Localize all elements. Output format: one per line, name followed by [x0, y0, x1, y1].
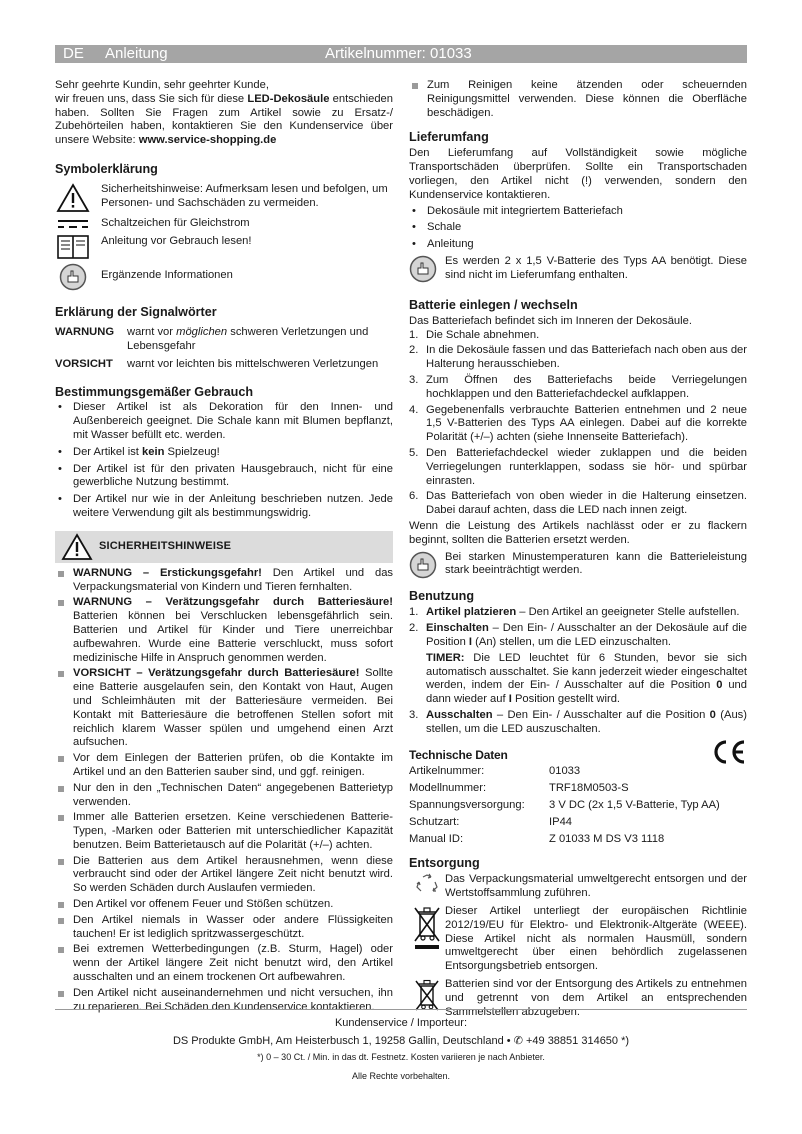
list-item: Nur den in den „Technischen Daten“ angegebenen Batterietyp verwenden.: [55, 782, 393, 810]
symbol-row-warning: [55, 183, 393, 213]
symbols-title: Symbolerklärung: [55, 161, 158, 176]
table-row: Spannungsversorgung: 3 V DC (2x 1,5 V-Batterie, Typ AA): [409, 799, 720, 812]
ce-mark-icon: [710, 738, 748, 766]
list-item: • Dieser Artikel ist als Dekoration für den Innen- und Außenbereich geeignet. Die Schale kann mit Blumen bepflanzt, mit Wasser befüllt etc. werden.: [55, 401, 393, 442]
list-item: 6. Das Batteriefach von oben wieder in die Halterung einsetzen. Dabei darauf achten, dass die LED nach innen zeigt.: [409, 490, 747, 517]
phone-icon: ✆: [513, 1035, 523, 1047]
usage-title: Benutzung: [409, 589, 475, 604]
table-row: Schutzart: IP44: [409, 816, 573, 829]
battery-after-text: Wenn die Leistung des Artikels nachlässt oder er zu flackern beginnt, sollten die Batterien ersetzt werden.: [409, 519, 747, 546]
symbol-desc-manual: Anleitung vor Gebrauch lesen!: [101, 234, 252, 247]
symbol-desc-dc: Schaltzeichen für Gleichstrom: [101, 216, 250, 229]
website-link[interactable]: www.service-shopping.de: [138, 134, 277, 147]
list-item: 1. Artikel platzieren – Den Artikel an geeigneter Stelle aufstellen.: [409, 606, 740, 619]
signal-desc-warnung: warnt vor möglichen schweren Verletzungen und Lebensgefahr: [127, 325, 369, 352]
safety-list: [55, 567, 393, 1015]
usage-steps: [409, 606, 747, 736]
signal-term-warnung: WARNUNG: [55, 325, 115, 338]
intro-greeting: Sehr geehrte Kundin, sehr geehrter Kunde,: [55, 79, 269, 91]
tech-table: [409, 763, 720, 848]
list-item: 3. Ausschalten – Den Ein- / Ausschalter auf die Position 0 (Aus) stellen, um die LED auszuschalten.: [409, 708, 747, 735]
list-item: Den Artikel niemals in Wasser oder andere Flüssigkeiten tauchen! Er ist lediglich spritzwassergeschützt.: [55, 914, 393, 942]
left-column: [55, 79, 393, 1016]
battery-intro: Das Batteriefach befindet sich im Inneren der Dekosäule.: [409, 314, 692, 327]
symbol-desc-warning: Sicherheitshinweise: Aufmerksam lesen und befolgen, um Personen- und Sachschäden zu vermeiden.: [101, 182, 388, 209]
list-item: VORSICHT – Verätzungsgefahr durch Batteriesäure! Sollte eine Batterie ausgelaufen sein, den Kontakt von Haut, Augen und Schleimhäuten mit der Batteriesäure vermeiden. Bei Kontakt mit Batteriesäure die betroffenen Stellen sofort mit reichlich klarem Wasser spülen und umgehend einen Arzt aufsuchen.: [55, 667, 393, 750]
delivery-list: [409, 205, 747, 252]
list-item: Zum Reinigen keine ätzenden oder scheuernden Reinigungsmittel verwenden. Diese können die Oberfläche beschädigen.: [409, 79, 747, 120]
list-item: • Der Artikel nur wie in der Anleitung beschrieben nutzen. Jede weitere Verwendung gilt als bestimmungswidrig.: [55, 493, 393, 521]
list-item: Immer alle Batterien ersetzen. Keine verschiedenen Batterie-Typen, -Marken oder Batterien mit unterschiedlicher Kapazität benutzen. Beim Batterietausch auf die Polarität (+/–) achten.: [55, 811, 393, 852]
header-title: Anleitung: [105, 45, 168, 62]
table-row: Modellnummer: TRF18M0503-S: [409, 782, 629, 795]
symbol-row-dc: [55, 217, 393, 231]
symbol-row-info: [55, 263, 393, 291]
footer-address: DS Produkte GmbH, Am Heisterbusch 1, 19258 Gallin, Deutschland • ✆ +49 38851 314650 *): [172, 1035, 630, 1047]
list-item: • Anleitung: [409, 238, 747, 252]
product-name: LED-Dekosäule: [247, 92, 330, 105]
right-column: [409, 79, 747, 1023]
header-lang: DE: [63, 45, 84, 62]
signal-desc-vorsicht: warnt vor leichten bis mittelschweren Verletzungen: [127, 357, 379, 370]
footer: [55, 1009, 747, 1086]
warning-triangle-icon: [61, 533, 93, 561]
list-item: WARNUNG – Verätzungsgefahr durch Batteriesäure! Batterien können bei Verschlucken lebensgefährlich sein. Batterien und Artikel für Kinder und Tiere unerreichbar aufbewahren. Wurde eine Batterie verschluckt, muss sofort medizinische Hilfe in Anspruch genommen werden.: [55, 596, 393, 665]
timer-note: TIMER: Die LED leuchtet für 6 Stunden, bevor sie sich automatisch ausschaltet. Sie kann jederzeit wieder eingeschaltet werden, indem der Ein- / Ausschalter auf die Position 0 und dann wieder auf I Position gestellt wird.: [426, 651, 747, 706]
safety-header-bar: [55, 531, 393, 563]
table-row: Manual ID: Z 01033 M DS V3 1118: [409, 833, 665, 846]
delivery-note-text: Es werden 2 x 1,5 V-Batterie des Typs AA benötigt. Diese sind nicht im Lieferumfang enthalten.: [445, 254, 747, 281]
disposal-text-weee: Dieser Artikel unterliegt der europäischen Richtlinie 2012/19/EU für Elektro- und Elektronik-Altgeräte (WEEE). Diese Artikel nicht als normalen Hausmüll, sondern umweltgerecht über einen behördlich zugelassenen Entsorgungsbetrieb entsorgen.: [445, 905, 747, 973]
info-hand-icon: [409, 551, 437, 579]
list-item: Vor dem Einlegen der Batterien prüfen, ob die Kontakte im Artikel und an den Batterien sauber sind, und ggf. reinigen.: [55, 752, 393, 780]
warning-triangle-icon: [56, 183, 90, 213]
footer-rights: Alle Rechte vorbehalten.: [351, 1071, 451, 1081]
delivery-text: Den Lieferumfang auf Vollständigkeit sowie mögliche Transportschäden überprüfen. Sollte ein Transportschaden vorliegen, den Artikel nicht (!) verwenden, sondern den Kundenservice kontaktieren.: [409, 147, 747, 201]
crossed-bin-icon: [412, 905, 442, 951]
list-item: 4. Gegebenenfalls verbrauchte Batterien entnehmen und 2 neue 1,5 V-Batterien des Typs AA einlegen. Dabei auf die korrekte Polarität (+/–) achten (siehe Innenseite Batteriefach).: [409, 403, 747, 444]
disposal-weee: [409, 905, 747, 974]
disposal-packaging: [409, 873, 747, 901]
signal-row-warnung: [55, 326, 393, 354]
info-hand-icon: [59, 263, 87, 291]
info-hand-icon: [409, 255, 437, 283]
delivery-info-note: [409, 255, 747, 288]
list-item: • Der Artikel ist für den privaten Hausgebrauch, nicht für eine gewerbliche Nutzung bestimmt.: [55, 463, 393, 491]
recycling-icon: [413, 873, 441, 895]
delivery-title: Lieferumfang: [409, 130, 489, 145]
intro-text: wir freuen uns, dass Sie sich für diese LED-Dekosäule entschieden haben. Sollten Sie Fragen zum Artikel sowie zu Ersatz-/ Zubehörteilen haben, kontaktieren Sie den Kundenservice über unsere Website: www.service-shopping.de: [55, 92, 393, 147]
intended-use-title: Bestimmungsgemäßer Gebrauch: [55, 385, 254, 400]
list-item: • Dekosäule mit integriertem Batteriefach: [409, 205, 747, 219]
list-item: WARNUNG – Erstickungsgefahr! Den Artikel und das Verpackungsmaterial von Kindern und Tieren fernhalten.: [55, 567, 393, 595]
list-item: Den Artikel vor offenem Feuer und Stößen schützen.: [55, 898, 393, 912]
header-article-number: Artikelnummer: 01033: [325, 45, 472, 62]
footer-cost-note: *) 0 – 30 Ct. / Min. in das dt. Festnetz. Kosten variieren je nach Anbieter.: [257, 1052, 545, 1062]
signal-words-title: Erklärung der Signalwörter: [55, 304, 217, 319]
header-bar: [55, 45, 747, 63]
list-item: Bei extremen Wetterbedingungen (z.B. Sturm, Hagel) oder wenn der Artikel längere Zeit nicht benutzt wird, den Artikel ausschalten und an einem trockenen Ort aufbewahren.: [55, 943, 393, 984]
crossed-bin-battery-icon: [413, 978, 441, 1012]
list-item: 3. Zum Öffnen des Batteriefachs beide Verriegelungen hochklappen und den Batteriefachdeckel aufklappen.: [409, 373, 747, 400]
disposal-text-batteries: Batterien sind vor der Entsorgung des Artikels zu entnehmen und getrennt von dem Artikel an entsprechenden Sammelstellen abzugeben.: [445, 978, 747, 1018]
battery-note-text: Bei starken Minustemperaturen kann die Batterieleistung stark beeinträchtigt werden.: [445, 550, 747, 577]
ce-mark: [710, 738, 748, 771]
list-item: • Der Artikel ist kein Spielzeug!: [55, 446, 393, 460]
symbol-row-manual: [55, 235, 393, 259]
footer-phone: +49 38851 314650 *): [522, 1035, 630, 1047]
footer-service-label: Kundenservice / Importeur:: [334, 1017, 468, 1029]
list-item: Die Batterien aus dem Artikel herausnehmen, wenn diese verbraucht sind oder der Artikel längere Zeit nicht benutzt wird. So werden Schäden durch Auslaufen vermieden.: [55, 855, 393, 896]
read-manual-icon: [57, 235, 89, 259]
list-item: 2. Einschalten – Den Ein- / Ausschalter an der Dekosäule auf die Position I (An) stellen, um die LED einzuschalten. TIMER: Die LED leuchtet für 6 Stunden, bevor sie sich automatisch ausschaltet. Sie kann jederzeit wieder eingeschaltet werden, indem der Ein- / Ausschalter auf die Position 0 und dann wieder auf I Position gestellt wird.: [409, 622, 747, 706]
symbol-desc-info: Ergänzende Informationen: [101, 268, 233, 281]
list-item: 2. In die Dekosäule fassen und das Batteriefach nach oben aus der Halterung herausschieben.: [409, 344, 747, 371]
signal-term-vorsicht: VORSICHT: [55, 357, 113, 370]
safety-title: SICHERHEITSHINWEISE: [99, 539, 232, 552]
list-item: Den Artikel nicht auseinandernehmen und nicht versuchen, ihn zu reparieren. Bei Schäden den Kundenservice kontaktieren.: [55, 987, 393, 1015]
disposal-text-packaging: Das Verpackungsmaterial umweltgerecht entsorgen und der Wertstoffsammlung zuführen.: [445, 873, 747, 900]
list-item: • Schale: [409, 221, 747, 235]
list-item: 1. Die Schale abnehmen.: [409, 328, 540, 341]
battery-title: Batterie einlegen / wechseln: [409, 297, 578, 312]
cleaning-list: [409, 79, 747, 120]
battery-steps: [409, 329, 747, 518]
tech-title: Technische Daten: [409, 748, 508, 763]
table-row: Artikelnummer: 01033: [409, 765, 581, 778]
disposal-title: Entsorgung: [409, 856, 480, 871]
direct-current-icon: [56, 217, 90, 231]
signal-row-vorsicht: [55, 358, 393, 372]
battery-info-note: [409, 551, 747, 584]
list-item: 5. Den Batteriefachdeckel wieder zuklappen und die beiden Verriegelungen runterklappen, sodass sie hör- und spürbar einrasten.: [409, 446, 747, 487]
intended-use-list: [55, 401, 393, 520]
